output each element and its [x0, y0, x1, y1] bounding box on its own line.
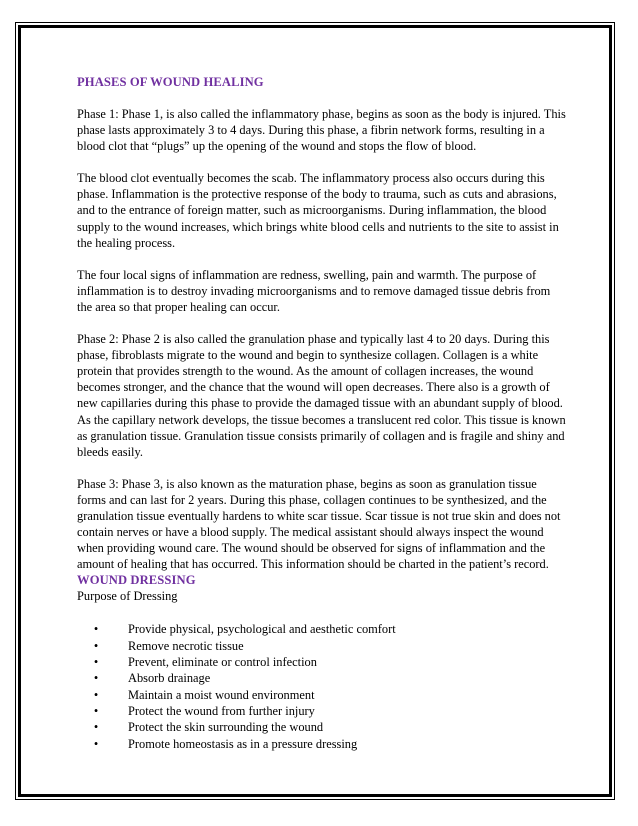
list-item-text: Promote homeostasis as in a pressure dressing: [128, 736, 358, 751]
paragraph-signs-of-inflammation: The four local signs of inflammation are redness, swelling, pain and warmth. The purpose of inflammation is to destroy invading microorganisms and to remove damaged tissue debris from the area so that proper healing can occur.: [77, 267, 551, 314]
paragraph-phase-3: Phase 3: Phase 3, is also known as the maturation phase, begins as soon as granulation tissue forms and can last for 2 years. During this phase, collagen continues to be synthesized, and the granulation tissue eventually hardens to white scar tissue. Scar tissue is not true skin and does not contain nerves or have a blood supply. The medical assistant should always inspect the wound when providing wound care. The wound should be observed for signs of inflammation and the amount of healing that has occurred. This information should be charted in the patient’s record.: [77, 476, 561, 572]
list-item: [91, 670, 567, 686]
list-item: [91, 719, 567, 735]
bullet-icon: •: [93, 687, 99, 702]
heading-phases-of-wound-healing: PHASES OF WOUND HEALING: [77, 75, 264, 89]
bullet-icon: •: [93, 703, 99, 718]
list-item-text: Prevent, eliminate or control infection: [128, 655, 317, 670]
list-item: [91, 621, 567, 637]
purpose-bullet-list: [77, 621, 567, 751]
paragraph-phase-1: Phase 1: Phase 1, is also called the inflammatory phase, begins as soon as the body is injured. This phase lasts approximately 3 to 4 days. During this phase, a fibrin network forms, resulting in a blood clot that “plugs” up the opening of the wound and stops the flow of blood.: [77, 107, 566, 154]
bullet-icon: •: [93, 720, 99, 735]
list-item-text: Absorb drainage: [128, 671, 211, 686]
list-item: [91, 687, 567, 703]
document-body: [77, 74, 567, 752]
subheading-purpose-of-dressing: Purpose of Dressing: [77, 589, 178, 604]
list-item: [91, 654, 567, 670]
bullet-icon: •: [93, 671, 99, 686]
paragraph-blood-clot: The blood clot eventually becomes the scab. The inflammatory process also occurs during this phase. Inflammation is the protective response of the body to trauma, such as cuts and abrasions, and to the entrance of foreign matter, such as microorganisms. During inflammation, the blood supply to the wound increases, which brings white blood cells and nutrients to the site to assist in the healing process.: [77, 171, 559, 250]
list-item: [91, 736, 567, 752]
list-item-text: Protect the wound from further injury: [128, 703, 315, 718]
paragraph-phase-2: Phase 2: Phase 2 is also called the granulation phase and typically last 4 to 20 days. During this phase, fibroblasts migrate to the wound and begin to synthesize collagen. Collagen is a white protein that provides strength to the wound. As the amount of collagen increases, the wound becomes stronger, and the chance that the wound will open decreases. There also is a growth of new capillaries during this phase to provide the damaged tissue with an abundant supply of blood. As the capillary network develops, the tissue becomes a translucent red color. This tissue is known as granulation tissue. Granulation tissue consists primarily of collagen and is fragile and shiny and bleeds easily.: [77, 332, 566, 459]
heading-wound-dressing: WOUND DRESSING: [77, 573, 196, 588]
bullet-icon: •: [93, 638, 99, 653]
list-item-text: Maintain a moist wound environment: [128, 687, 315, 702]
list-item-text: Provide physical, psychological and aesthetic comfort: [128, 622, 396, 637]
bullet-icon: •: [93, 655, 99, 670]
bullet-icon: •: [93, 622, 99, 637]
list-item: [91, 703, 567, 719]
list-item-text: Protect the skin surrounding the wound: [128, 720, 324, 735]
list-item: [91, 638, 567, 654]
list-item-text: Remove necrotic tissue: [128, 638, 244, 653]
bullet-icon: •: [93, 736, 99, 751]
